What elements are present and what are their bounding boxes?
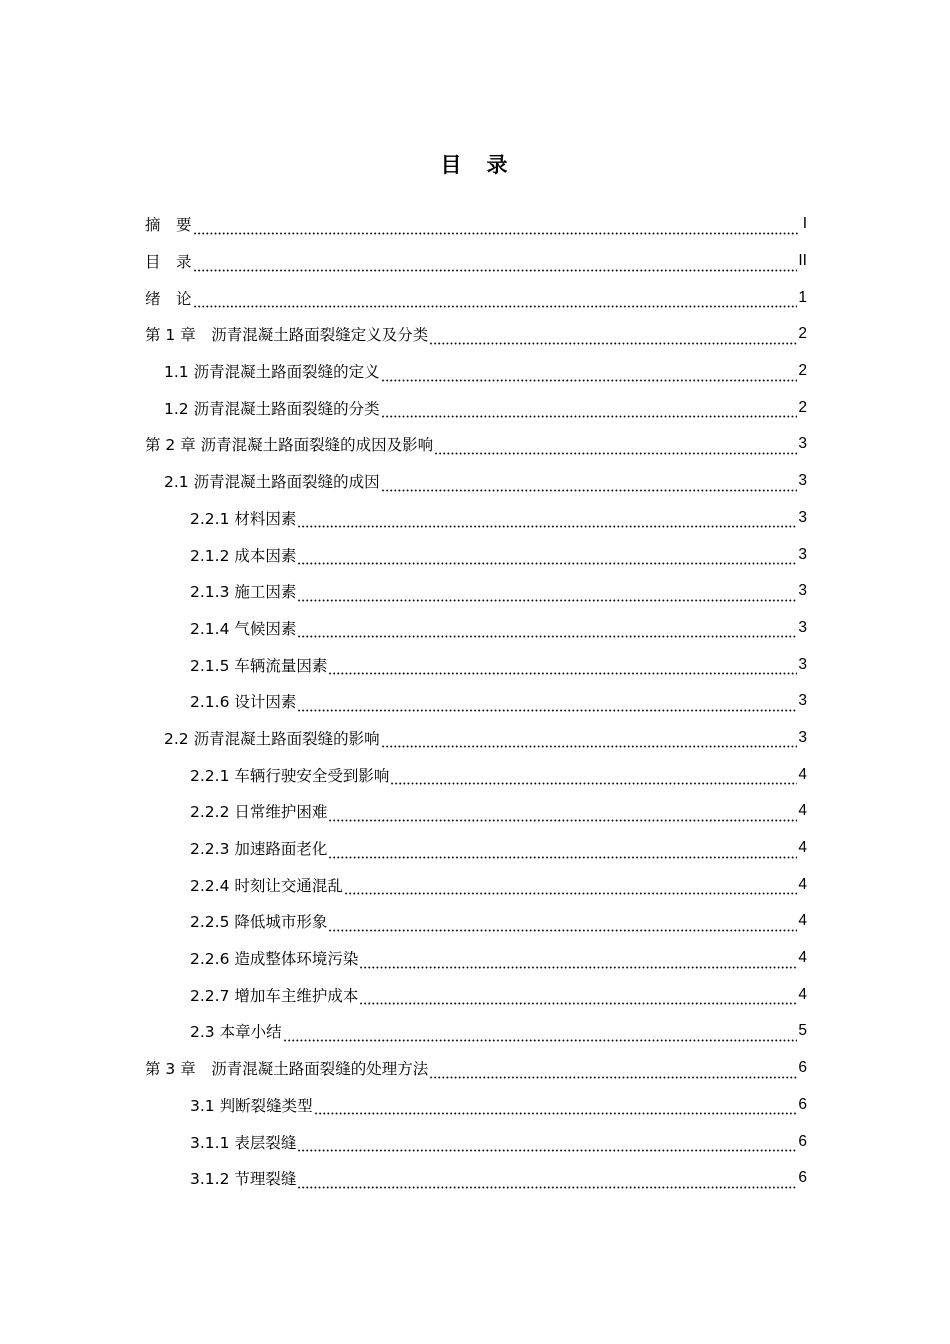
toc-entry-label: 2.2.3 加速路面老化 [190, 840, 328, 859]
dot-leader [328, 842, 797, 859]
toc-entry-level-2[interactable] [145, 940, 807, 977]
toc-entry-label: 2.2.2 日常维护困难 [190, 803, 328, 822]
dot-leader [434, 438, 797, 455]
toc-entry-label: 2.2.1 车辆行驶安全受到影响 [190, 766, 390, 785]
toc-entry-level-2[interactable] [145, 1160, 807, 1197]
toc-entry-level-2[interactable] [145, 610, 807, 647]
toc-entry-page-number: 2 [798, 325, 807, 343]
toc-entry-level-2[interactable] [145, 1087, 807, 1124]
toc-entry-level-2[interactable] [145, 573, 807, 610]
toc-entry-label: 第 2 章 沥青混凝土路面裂缝的成因及影响 [145, 436, 434, 455]
dot-leader [381, 731, 798, 748]
toc-entry-label: 2.2.4 时刻让交通混乱 [190, 876, 343, 895]
toc-entry-page-number: 5 [798, 1022, 807, 1040]
dot-leader [344, 878, 798, 895]
toc-entry-page-number: 4 [798, 949, 807, 967]
toc-entry-level-2[interactable] [145, 793, 807, 830]
toc-entry-label: 1.2 沥青混凝土路面裂缝的分类 [164, 399, 380, 418]
dot-leader [283, 1025, 798, 1042]
dot-leader [297, 621, 797, 638]
toc-entry-level-2[interactable] [145, 976, 807, 1013]
toc-entry-page-number: 2 [798, 398, 807, 416]
toc-entry-page-number: 4 [798, 802, 807, 820]
toc-entry-page-number: 3 [798, 692, 807, 710]
toc-entry-page-number: 6 [798, 1095, 807, 1113]
toc-entry-level-0[interactable] [145, 426, 807, 463]
toc-entry-level-1[interactable] [145, 720, 807, 757]
toc-entry-level-1[interactable] [145, 463, 807, 500]
toc-entry-page-number: 3 [798, 545, 807, 563]
toc-entry-label: 第 1 章 沥青混凝土路面裂缝定义及分类 [145, 326, 429, 345]
dot-leader [328, 658, 797, 675]
dot-leader [328, 915, 797, 932]
toc-entry-page-number: 4 [798, 839, 807, 857]
dot-leader [381, 475, 798, 492]
toc-entry-page-number: II [798, 252, 807, 270]
toc-entry-page-number: 3 [798, 472, 807, 490]
toc-entry-level-0[interactable] [145, 279, 807, 316]
toc-entry-label: 2.1.6 设计因素 [190, 693, 297, 712]
toc-entry-level-2[interactable] [145, 1123, 807, 1160]
toc-entry-page-number: 4 [798, 985, 807, 1003]
toc-entry-level-0[interactable] [145, 243, 807, 280]
toc-entry-page-number: 6 [798, 1132, 807, 1150]
toc-entry-label: 2.2.6 造成整体环境污染 [190, 950, 359, 969]
toc-entry-page-number: 3 [798, 508, 807, 526]
toc-entry-label: 1.1 沥青混凝土路面裂缝的定义 [164, 363, 380, 382]
dot-leader [193, 255, 798, 272]
dot-leader [297, 1172, 797, 1189]
toc-entry-label: 3.1 判断裂缝类型 [190, 1096, 313, 1115]
dot-leader [381, 365, 798, 382]
dot-leader [193, 291, 798, 308]
page-title: 目 录 [440, 153, 510, 178]
toc-entry-page-number: I [802, 215, 807, 233]
toc-entry-page-number: 3 [798, 728, 807, 746]
dot-leader [297, 548, 797, 565]
toc-entry-label: 2.1 沥青混凝土路面裂缝的成因 [164, 473, 380, 492]
toc-entry-level-2[interactable] [145, 683, 807, 720]
toc-entry-page-number: 4 [798, 875, 807, 893]
dot-leader [359, 952, 797, 969]
dot-leader [328, 805, 797, 822]
toc-entry-level-0[interactable] [145, 316, 807, 353]
toc-entry-level-2[interactable] [145, 756, 807, 793]
toc-entry-level-2[interactable] [145, 536, 807, 573]
toc-entry-page-number: 6 [798, 1059, 807, 1077]
toc-entry-level-0[interactable] [145, 206, 807, 243]
dot-leader [381, 401, 798, 418]
toc-entry-label: 绪 论 [145, 289, 192, 308]
toc-entry-level-2[interactable] [145, 830, 807, 867]
dot-leader [297, 695, 797, 712]
toc-entry-label: 第 3 章 沥青混凝土路面裂缝的处理方法 [145, 1060, 429, 1079]
toc-entry-label: 2.1.2 成本因素 [190, 546, 297, 565]
toc-entry-label: 2.2.5 降低城市形象 [190, 913, 328, 932]
toc-entry-label: 2.2.7 增加车主维护成本 [190, 986, 359, 1005]
toc-entry-page-number: 1 [798, 288, 807, 306]
toc-entry-level-2[interactable] [145, 866, 807, 903]
toc-entry-page-number: 2 [798, 362, 807, 380]
dot-leader [359, 988, 797, 1005]
toc-entry-level-0[interactable] [145, 1050, 807, 1087]
dot-leader [297, 585, 797, 602]
toc-entry-label: 2.2.1 材料因素 [190, 509, 297, 528]
toc-entry-label: 2.3 本章小结 [190, 1023, 282, 1042]
toc-entry-label: 2.1.5 车辆流量因素 [190, 656, 328, 675]
dot-leader [314, 1098, 798, 1115]
toc-entry-level-2[interactable] [145, 500, 807, 537]
toc-entry-page-number: 4 [798, 765, 807, 783]
toc-entry-page-number: 6 [798, 1169, 807, 1187]
table-of-contents [145, 206, 807, 1197]
toc-entry-level-2[interactable] [145, 646, 807, 683]
toc-entry-page-number: 4 [798, 912, 807, 930]
toc-entry-label: 摘 要 [145, 216, 192, 235]
toc-entry-page-number: 3 [798, 582, 807, 600]
toc-entry-level-1[interactable] [145, 353, 807, 390]
toc-entry-page-number: 3 [798, 435, 807, 453]
dot-leader [429, 328, 797, 345]
toc-entry-page-number: 3 [798, 655, 807, 673]
dot-leader [297, 511, 797, 528]
toc-entry-label: 2.1.3 施工因素 [190, 583, 297, 602]
toc-entry-label: 2.1.4 气候因素 [190, 619, 297, 638]
toc-entry-label: 3.1.1 表层裂缝 [190, 1133, 297, 1152]
toc-entry-level-2[interactable] [145, 1013, 807, 1050]
dot-leader [429, 1062, 797, 1079]
toc-entry-label: 3.1.2 节理裂缝 [190, 1170, 297, 1189]
toc-entry-level-1[interactable] [145, 389, 807, 426]
toc-entry-page-number: 3 [798, 618, 807, 636]
toc-entry-level-2[interactable] [145, 903, 807, 940]
toc-entry-label: 2.2 沥青混凝土路面裂缝的影响 [164, 729, 380, 748]
dot-leader [297, 1135, 797, 1152]
dot-leader [390, 768, 797, 785]
toc-entry-label: 目 录 [145, 253, 192, 272]
dot-leader [193, 218, 798, 235]
